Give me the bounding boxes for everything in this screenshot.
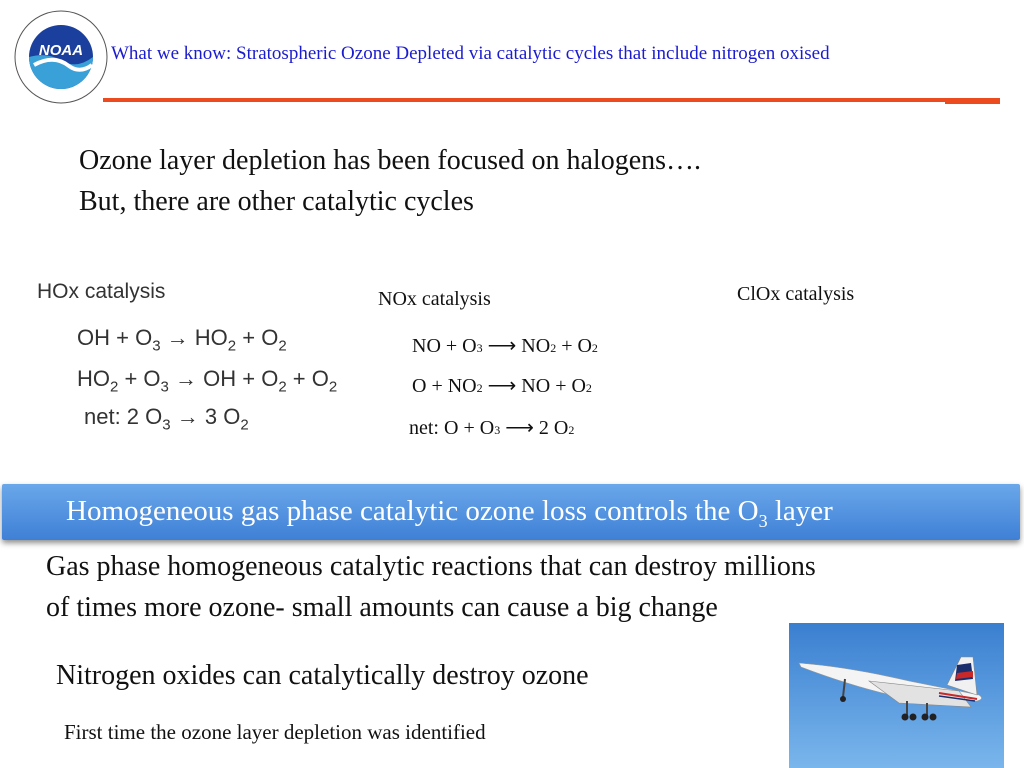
hox-eq2-term: + O xyxy=(118,366,161,391)
nox-eq2-product: NO xyxy=(521,375,551,397)
header-rule-end xyxy=(945,98,1000,104)
reaction-arrow-icon: → xyxy=(166,325,189,350)
nox-eq2-sub: 2 xyxy=(476,381,483,395)
banner-main-text: Homogeneous gas phase catalytic ozone loss controls the O xyxy=(66,495,759,527)
header-title: What we know: Stratospheric Ozone Depleted via catalytic cycles that include nitrogen oxised xyxy=(111,43,830,64)
nox-eq2-product: O xyxy=(571,375,586,397)
hox-eq2-sub: 3 xyxy=(160,378,169,396)
hox-net-equation xyxy=(84,404,249,433)
hox-eq1-product: HO xyxy=(194,325,228,350)
nox-eq2-sub: 2 xyxy=(585,381,592,395)
intro-text xyxy=(79,140,701,222)
nox-net-term: O xyxy=(444,417,459,439)
nox-eq1-sub: 2 xyxy=(550,341,557,355)
noaa-logo xyxy=(14,10,108,104)
banner-subscript: 3 xyxy=(758,510,768,531)
nox-eq1-plus: + xyxy=(561,335,573,357)
hox-equation-2 xyxy=(77,366,337,395)
nox-eq1-term: NO xyxy=(412,335,441,357)
hox-eq1-term: OH + O xyxy=(77,325,153,350)
nox-eq1-sub: 3 xyxy=(476,341,483,355)
header-rule xyxy=(103,98,1000,102)
nox-eq1-product: NO xyxy=(521,335,551,357)
reaction-arrow-icon: ⟶ xyxy=(487,375,517,397)
nox-eq2-plus: + xyxy=(555,375,567,397)
reaction-arrow-icon: → xyxy=(175,366,197,391)
hox-label: HOx catalysis xyxy=(37,280,166,303)
noaa-logo-icon xyxy=(14,10,108,104)
hox-net-sub: 2 xyxy=(240,416,249,434)
reaction-arrow-icon: ⟶ xyxy=(505,417,534,439)
nox-net-equation xyxy=(409,415,574,440)
body-paragraph-1 xyxy=(46,546,816,628)
concorde-airplane-icon xyxy=(789,623,1004,768)
banner-text xyxy=(66,495,833,532)
hox-eq1-sub: 2 xyxy=(278,337,287,355)
concorde-photo xyxy=(789,623,1004,768)
banner-tail-text: layer xyxy=(767,495,833,527)
nox-net-sub: 3 xyxy=(494,423,501,437)
body-paragraph-1-line-2: of times more ozone- small amounts can cause a big change xyxy=(46,592,718,623)
hox-equation-1 xyxy=(77,325,287,354)
intro-line-2: But, there are other catalytic cycles xyxy=(79,186,474,217)
nox-net-sub: 2 xyxy=(568,423,575,437)
body-paragraph-3: First time the ozone layer depletion was identified xyxy=(64,720,486,744)
hox-eq2-term: HO xyxy=(77,366,110,391)
hox-eq2-product: OH + O xyxy=(203,366,279,391)
nox-eq1-plus: + xyxy=(445,335,458,357)
reaction-arrow-icon: → xyxy=(176,404,199,429)
hox-eq2-product: + O xyxy=(286,366,329,391)
nox-equation-2 xyxy=(412,373,592,398)
nox-equation-1 xyxy=(412,333,598,358)
body-paragraph-2: Nitrogen oxides can catalytically destroy ozone xyxy=(56,660,589,691)
reaction-arrow-icon: ⟶ xyxy=(487,335,517,357)
hox-eq1-sub: 2 xyxy=(227,337,237,355)
nox-eq2-term: NO xyxy=(447,375,477,397)
nox-net-prefix: net: xyxy=(409,417,439,439)
hox-eq1-sub: 3 xyxy=(152,337,161,355)
hox-eq2-sub: 2 xyxy=(328,378,338,396)
body-paragraph-1-line-1: Gas phase homogeneous catalytic reactions that can destroy millions xyxy=(46,551,816,582)
hox-eq1-product: + O xyxy=(236,325,279,350)
nox-eq2-term: O xyxy=(412,375,427,397)
nox-net-term: O xyxy=(479,417,495,439)
hox-eq2-sub: 2 xyxy=(278,378,287,396)
nox-eq1-sub: 2 xyxy=(591,341,598,355)
nox-eq1-term: O xyxy=(462,335,477,357)
logo-text: NOAA xyxy=(38,42,84,59)
intro-line-1: Ozone layer depletion has been focused on halogens…. xyxy=(79,145,702,176)
hox-eq2-sub: 2 xyxy=(110,378,119,396)
clox-label: ClOx catalysis xyxy=(737,283,855,305)
hox-net-sub: 3 xyxy=(162,416,171,434)
nox-label: NOx catalysis xyxy=(378,288,491,310)
hox-net-term: net: 2 O xyxy=(84,404,163,429)
nox-net-product: 2 O xyxy=(538,417,569,439)
highlight-banner xyxy=(2,484,1020,540)
hox-net-product: 3 O xyxy=(204,404,241,429)
nox-eq2-plus: + xyxy=(431,375,443,397)
nox-net-plus: + xyxy=(463,417,475,439)
nox-eq1-product: O xyxy=(577,335,592,357)
